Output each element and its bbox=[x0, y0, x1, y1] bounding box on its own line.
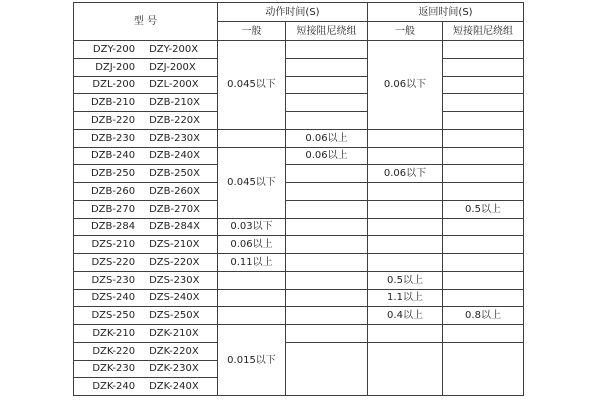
model-cell bbox=[74, 165, 218, 183]
model-name: DZB-210 bbox=[90, 97, 136, 109]
model-name: DZB-230 bbox=[90, 132, 136, 144]
value-cell-action-damping: 0.06以上 bbox=[286, 129, 368, 147]
value-cell-return-general: 1.1以上 bbox=[368, 289, 443, 307]
model-name-x: DZB-270X bbox=[149, 203, 201, 215]
empty-cell bbox=[443, 76, 524, 94]
header-return-damping: 短接阻尼绕组 bbox=[443, 22, 524, 41]
model-name: DZB-270 bbox=[90, 203, 136, 215]
model-name: DZK-210 bbox=[92, 327, 136, 339]
value-cell-action-general: 0.03以下 bbox=[218, 218, 286, 236]
table-row bbox=[74, 325, 524, 343]
empty-cell bbox=[443, 165, 524, 183]
model-name: DZS-210 bbox=[91, 239, 136, 251]
model-name: DZL-200 bbox=[92, 79, 136, 91]
empty-cell bbox=[443, 112, 524, 130]
header-model: 型 号 bbox=[74, 3, 218, 41]
model-cell bbox=[74, 271, 218, 289]
table-row bbox=[74, 271, 524, 289]
value-cell-action-general: 0.11以上 bbox=[218, 254, 286, 272]
model-name: DZB-240 bbox=[90, 150, 136, 162]
empty-cell bbox=[218, 271, 286, 289]
empty-cell bbox=[368, 200, 443, 218]
empty-cell bbox=[368, 254, 443, 272]
empty-cell bbox=[443, 254, 524, 272]
model-cell bbox=[74, 147, 218, 165]
model-name-x: DZS-250X bbox=[149, 310, 200, 322]
table-row bbox=[74, 94, 524, 112]
model-name-x: DZB-210X bbox=[149, 97, 201, 109]
empty-cell bbox=[443, 236, 524, 254]
empty-cell bbox=[286, 307, 368, 325]
table-row bbox=[74, 200, 524, 218]
empty-cell bbox=[443, 147, 524, 165]
model-cell bbox=[74, 289, 218, 307]
model-name-x: DZK-220X bbox=[149, 345, 199, 357]
empty-cell bbox=[368, 325, 443, 343]
model-cell bbox=[74, 41, 218, 59]
model-name: DZK-230 bbox=[92, 363, 136, 375]
model-cell bbox=[74, 94, 218, 112]
model-name-x: DZB-220X bbox=[149, 114, 201, 126]
model-cell bbox=[74, 200, 218, 218]
model-name: DZB-284 bbox=[90, 221, 136, 233]
value-cell-action-general: 0.015以下 bbox=[218, 325, 286, 396]
header-return-time: 返回时间(S) bbox=[368, 3, 524, 22]
empty-cell bbox=[443, 183, 524, 201]
empty-cell bbox=[443, 289, 524, 307]
empty-cell bbox=[443, 58, 524, 76]
value-cell-return-general: 0.4以上 bbox=[368, 307, 443, 325]
model-cell bbox=[74, 236, 218, 254]
empty-cell bbox=[368, 236, 443, 254]
model-cell bbox=[74, 112, 218, 130]
model-name-x: DZS-220X bbox=[149, 256, 200, 268]
table-row bbox=[74, 147, 524, 165]
model-cell bbox=[74, 307, 218, 325]
empty-cell bbox=[368, 183, 443, 201]
model-name-x: DZK-210X bbox=[149, 327, 199, 339]
model-cell bbox=[74, 218, 218, 236]
value-cell-return-damping: 0.5以上 bbox=[443, 200, 524, 218]
table-row bbox=[74, 289, 524, 307]
relay-spec-table bbox=[73, 2, 524, 396]
table-row bbox=[74, 342, 524, 360]
model-name-x: DZK-240X bbox=[149, 381, 199, 393]
empty-cell bbox=[443, 342, 524, 395]
empty-cell bbox=[286, 200, 368, 218]
value-cell-action-general: 0.045以下 bbox=[218, 41, 286, 130]
empty-cell bbox=[286, 254, 368, 272]
model-name: DZS-250 bbox=[91, 310, 136, 322]
model-name-x: DZJ-200X bbox=[149, 61, 196, 73]
table-row bbox=[74, 58, 524, 76]
model-name: DZB-260 bbox=[90, 185, 136, 197]
empty-cell bbox=[286, 271, 368, 289]
table-row bbox=[74, 129, 524, 147]
empty-cell bbox=[368, 342, 443, 395]
table-row bbox=[74, 165, 524, 183]
model-name: DZY-200 bbox=[92, 43, 136, 55]
empty-cell bbox=[286, 236, 368, 254]
header-action-time: 动作时间(S) bbox=[218, 3, 368, 22]
model-name: DZS-220 bbox=[91, 256, 136, 268]
empty-cell bbox=[218, 289, 286, 307]
empty-cell bbox=[286, 325, 368, 343]
empty-cell bbox=[286, 94, 368, 112]
empty-cell bbox=[286, 76, 368, 94]
empty-cell bbox=[286, 218, 368, 236]
model-name-x: DZB-250X bbox=[149, 168, 201, 180]
model-name-x: DZL-200X bbox=[149, 79, 199, 91]
model-name-x: DZB-230X bbox=[149, 132, 201, 144]
empty-cell bbox=[368, 147, 443, 165]
model-name: DZB-250 bbox=[90, 168, 136, 180]
empty-cell bbox=[443, 41, 524, 59]
empty-cell bbox=[443, 218, 524, 236]
model-name: DZJ-200 bbox=[95, 61, 136, 73]
header-return-general: 一般 bbox=[368, 22, 443, 41]
model-cell bbox=[74, 76, 218, 94]
model-name: DZK-220 bbox=[92, 345, 136, 357]
model-cell bbox=[74, 254, 218, 272]
empty-cell bbox=[368, 218, 443, 236]
model-name-x: DZB-240X bbox=[149, 150, 201, 162]
value-cell-action-damping: 0.06以上 bbox=[286, 147, 368, 165]
model-cell bbox=[74, 342, 218, 360]
header-row-1 bbox=[74, 3, 524, 22]
table-row bbox=[74, 41, 524, 59]
value-cell-return-general: 0.06以下 bbox=[368, 41, 443, 130]
empty-cell bbox=[218, 129, 286, 147]
model-cell bbox=[74, 325, 218, 343]
model-name-x: DZK-230X bbox=[149, 363, 199, 375]
table-row bbox=[74, 183, 524, 201]
model-cell bbox=[74, 58, 218, 76]
model-cell bbox=[74, 183, 218, 201]
model-name: DZS-240 bbox=[91, 292, 136, 304]
value-cell-return-damping: 0.8以上 bbox=[443, 307, 524, 325]
model-name-x: DZS-210X bbox=[149, 239, 200, 251]
table-row bbox=[74, 76, 524, 94]
model-cell bbox=[74, 378, 218, 396]
value-cell-action-general: 0.045以下 bbox=[218, 147, 286, 218]
empty-cell bbox=[286, 342, 368, 395]
empty-cell bbox=[443, 271, 524, 289]
value-cell-return-general: 0.5以上 bbox=[368, 271, 443, 289]
model-name-x: DZS-240X bbox=[149, 292, 200, 304]
table-row bbox=[74, 112, 524, 130]
empty-cell bbox=[286, 41, 368, 59]
empty-cell bbox=[443, 325, 524, 343]
model-name: DZS-230 bbox=[91, 274, 136, 286]
header-action-general: 一般 bbox=[218, 22, 286, 41]
model-name-x: DZS-230X bbox=[149, 274, 200, 286]
model-name-x: DZB-284X bbox=[149, 221, 201, 233]
model-cell bbox=[74, 129, 218, 147]
empty-cell bbox=[443, 94, 524, 112]
model-cell bbox=[74, 360, 218, 378]
table-row bbox=[74, 254, 524, 272]
header-action-damping: 短接阻尼绕组 bbox=[286, 22, 368, 41]
table-row bbox=[74, 218, 524, 236]
model-name: DZK-240 bbox=[92, 381, 136, 393]
table-row bbox=[74, 236, 524, 254]
empty-cell bbox=[218, 307, 286, 325]
model-name: DZB-220 bbox=[90, 114, 136, 126]
table-row bbox=[74, 307, 524, 325]
empty-cell bbox=[286, 165, 368, 183]
empty-cell bbox=[368, 129, 443, 147]
empty-cell bbox=[286, 289, 368, 307]
value-cell-return-general: 0.06以下 bbox=[368, 165, 443, 183]
empty-cell bbox=[286, 112, 368, 130]
empty-cell bbox=[443, 129, 524, 147]
empty-cell bbox=[286, 183, 368, 201]
model-name-x: DZY-200X bbox=[149, 43, 199, 55]
model-name-x: DZB-260X bbox=[149, 185, 201, 197]
value-cell-action-general: 0.06以上 bbox=[218, 236, 286, 254]
empty-cell bbox=[286, 58, 368, 76]
